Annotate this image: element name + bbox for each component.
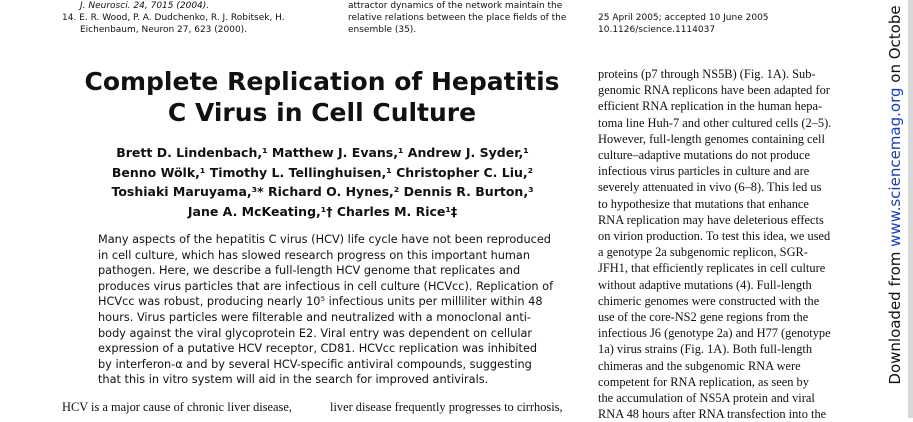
reference-line: Eichenbaum, Neuron 27, 623 (2000). bbox=[80, 25, 248, 35]
body-column-right bbox=[598, 66, 842, 422]
title-line: C Virus in Cell Culture bbox=[167, 98, 477, 127]
abstract-line: HCVcc was robust, producing nearly 10⁵ infectious units per milliliter within 48 bbox=[98, 295, 543, 309]
article-title bbox=[62, 66, 582, 128]
page-edge bbox=[908, 0, 913, 418]
prev-references bbox=[62, 0, 332, 36]
author-line: Benno Wölk,¹ Timothy L. Tellinghuisen,¹ Christopher C. Liu,² bbox=[111, 164, 534, 180]
author-line: Toshiaki Maruyama,³* Richard O. Hynes,² Dennis R. Burton,³ bbox=[111, 184, 534, 199]
body-line: infectious J6 (genotype 2a) and H77 (genotype bbox=[598, 326, 831, 341]
author-line: Brett D. Lindenbach,¹ Matthew J. Evans,¹ Andrew J. Syder,¹ bbox=[116, 145, 529, 160]
abstract-line: pathogen. Here, we describe a full-length HCV genome that replicates and bbox=[98, 264, 521, 278]
body-line: severely attenuated in vivo (6–8). This led us bbox=[598, 180, 822, 195]
abstract-line: expression of a putative HCV receptor, CD81. HCVcc replication was inhibited bbox=[98, 342, 538, 356]
prev-article-text bbox=[348, 0, 588, 36]
body-line: 1a) virus strains (Fig. 1A). Both full-length bbox=[598, 342, 813, 357]
body-line: proteins (p7 through NS5B) (Fig. 1A). Sub- bbox=[598, 67, 816, 81]
received-dates bbox=[598, 12, 858, 36]
body-line: RNA 48 hours after RNA transfection into the bbox=[598, 407, 827, 422]
body-line: genomic RNA replicons have been adapted for bbox=[598, 83, 830, 98]
body-line: without adaptive mutations (4). Full-length bbox=[598, 277, 812, 292]
body-text: liver disease frequently progresses to cirrhosis, bbox=[330, 400, 563, 414]
body-line: toma line Huh-7 and other cultured cells (2–5). bbox=[598, 115, 832, 130]
watermark-text bbox=[886, 5, 904, 384]
abstract-line: that this in vitro system will aid in the search for improved antivirals. bbox=[98, 373, 489, 387]
body-line: JFH1, that efficiently replicates in cell culture bbox=[598, 261, 826, 276]
body-line: competent for RNA replication, as seen by bbox=[598, 374, 809, 389]
author-line: Jane A. McKeating,¹† Charles M. Rice¹‡ bbox=[187, 203, 458, 219]
text-line: attractor dynamics of the network maintain the bbox=[348, 1, 563, 11]
abstract-line: body against the viral glycoprotein E2. Viral entry was dependent on cellular bbox=[98, 326, 533, 340]
title-line: Complete Replication of Hepatitis bbox=[84, 67, 560, 96]
author-list bbox=[85, 143, 560, 221]
body-line: the accumulation of NS5A protein and viral bbox=[598, 391, 815, 406]
reference-line: 14. E. R. Wood, P. A. Dudchenko, R. J. Robitsek, H. bbox=[62, 13, 285, 23]
download-watermark bbox=[880, 0, 910, 418]
body-line: on virion production. To test this idea, we used bbox=[598, 229, 831, 244]
body-line: chimeras and the subgenomic RNA were bbox=[598, 358, 801, 373]
reference-line: J. Neurosci. 24, 7015 (2004). bbox=[80, 1, 210, 11]
text-line: ensemble (35). bbox=[348, 25, 417, 35]
text-line: relative relations between the place fields of the bbox=[348, 13, 567, 23]
abstract-line: by interferon-α and by several HCV-specific antiviral compounds, suggesting bbox=[98, 357, 532, 371]
body-line: infectious virus particles in culture and are bbox=[598, 164, 810, 179]
body-line: use of the core-NS2 gene regions from the bbox=[598, 310, 809, 325]
body-line: a genotype 2a subgenomic replicon, SGR- bbox=[598, 245, 808, 260]
watermark-prefix: Downloaded from bbox=[886, 246, 904, 385]
abstract-line: in cell culture, which has slowed research progress on this important human bbox=[98, 248, 530, 262]
watermark-suffix: on Octobe bbox=[886, 5, 904, 88]
watermark-link[interactable]: www.sciencemag.org bbox=[886, 87, 904, 247]
body-text: HCV is a major cause of chronic liver disease, bbox=[62, 400, 292, 414]
dates-line: 25 April 2005; accepted 10 June 2005 bbox=[598, 13, 769, 23]
body-line: efficient RNA replication in the human hepa- bbox=[598, 99, 823, 114]
body-line: to hypothesize that mutations that enhance bbox=[598, 196, 809, 211]
body-line: However, full-length genomes containing cell bbox=[598, 131, 825, 146]
body-line: chimeric genomes were constructed with the bbox=[598, 293, 820, 308]
doi-line: 10.1126/science.1114037 bbox=[598, 25, 716, 35]
abstract-line: hours. Virus particles were filterable and neutralized with a monoclonal anti- bbox=[98, 310, 531, 324]
abstract-line: Many aspects of the hepatitis C virus (HCV) life cycle have not been reproduced bbox=[98, 233, 551, 246]
body-column-middle bbox=[330, 400, 585, 416]
abstract-line: produces virus particles that are infectious in cell culture (HCVcc). Replication of bbox=[98, 279, 554, 293]
abstract bbox=[98, 232, 566, 388]
body-line: RNA replication may have deleterious effects bbox=[598, 212, 824, 227]
body-line: culture–adaptive mutations do not produce bbox=[598, 148, 810, 163]
body-column-left bbox=[62, 400, 327, 416]
